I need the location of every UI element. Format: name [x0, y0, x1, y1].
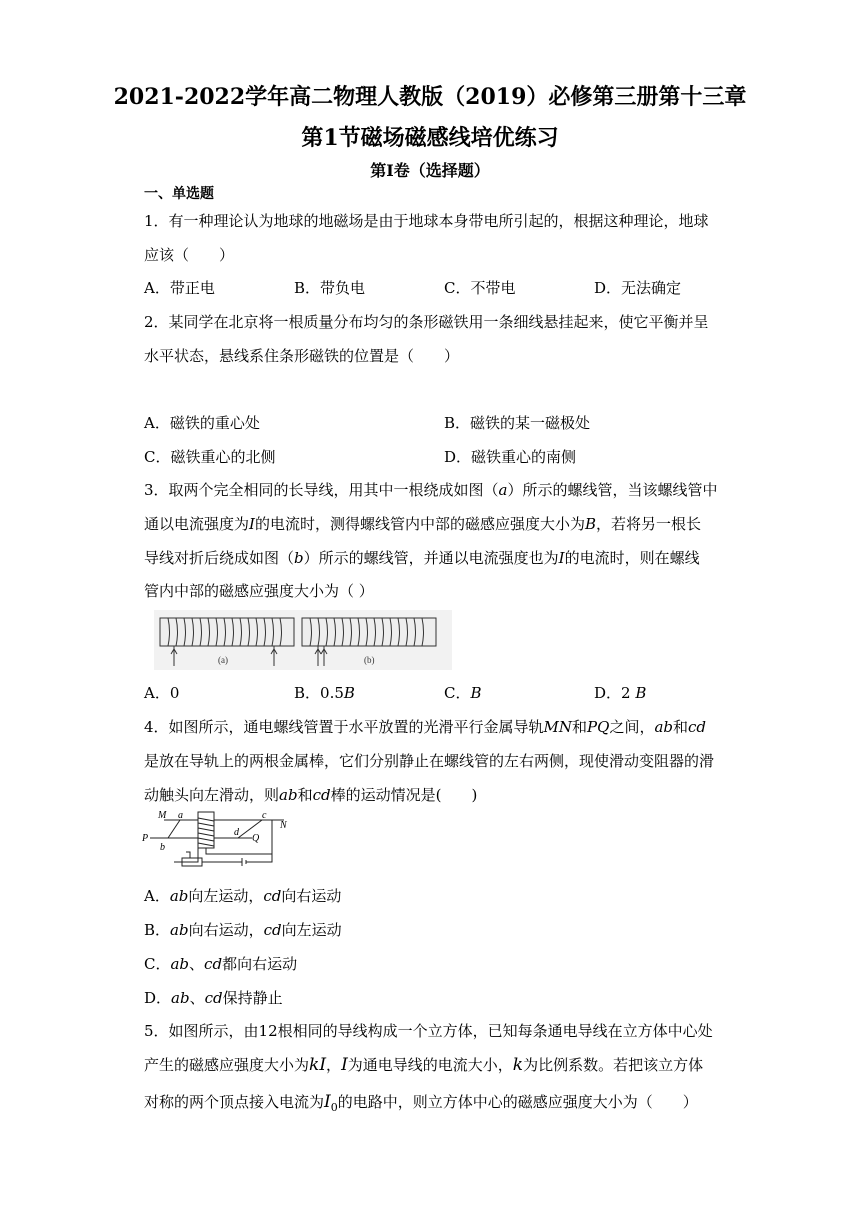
label-d: d	[234, 827, 239, 838]
q1-option-d: D．无法确定	[594, 279, 682, 297]
volume-heading: 第Ⅰ卷（选择题）	[370, 161, 490, 180]
q1-option-a: A．带正电	[144, 279, 215, 297]
rail-solenoid-figure	[142, 808, 292, 872]
q3-option-a: A．0	[144, 684, 180, 702]
q5-stem-line3: 对称的两个顶点接入电流为$I_0$的电路中，则立方体中心的磁感应强度大小为（ ）	[144, 1092, 698, 1114]
figure-label-b: (b)	[364, 655, 375, 665]
q3-option-b: B．0.5B	[294, 684, 355, 702]
label-q: Q	[252, 833, 260, 844]
q4-stem-line2: 是放在导轨上的两根金属棒，它们分别静止在螺线管的左右两侧，现使滑动变阻器的滑	[144, 752, 715, 770]
figure-label-a: (a)	[218, 655, 228, 665]
label-c: c	[262, 810, 267, 821]
q2-option-a: A．磁铁的重心处	[144, 414, 260, 432]
q3-stem-line4: 管内中部的磁感应强度大小为（ ）	[144, 582, 374, 600]
q4-option-c: C．ab、cd都向右运动	[144, 955, 298, 973]
solenoid-figure	[154, 610, 452, 670]
q4-option-d: D．ab、cd保持静止	[144, 989, 283, 1007]
q4-option-b: B．ab向右运动，cd向左运动	[144, 921, 342, 939]
q1-option-b: B．带负电	[294, 279, 366, 297]
q1-option-c: C．不带电	[444, 279, 516, 297]
label-m: M	[158, 810, 167, 821]
q4-option-a: A．ab向左运动，cd向右运动	[144, 887, 342, 905]
label-a: a	[178, 810, 183, 821]
q3-option-c: C．B	[444, 684, 482, 702]
q5-stem-line1: 5．如图所示，由12根相同的导线构成一个立方体，已知每条通电导线在立方体中心处	[144, 1022, 713, 1040]
label-b: b	[160, 842, 165, 853]
q4-stem-line3: 动触头向左滑动，则ab和cd棒的运动情况是( )	[144, 786, 478, 804]
q3-stem-line1: 3．取两个完全相同的长导线，用其中一根绕成如图（a）所示的螺线管，当该螺线管中	[144, 481, 718, 499]
q4-stem-line1: 4．如图所示，通电螺线管置于水平放置的光滑平行金属导轨MN和PQ之间，ab和cd	[144, 718, 707, 736]
q5-stem-line2: 产生的磁感应强度大小为kI，I为通电导线的电流大小，k为比例系数。若把该立方体	[144, 1055, 704, 1075]
q2-stem-line2: 水平状态，悬线系住条形磁铁的位置是（ ）	[144, 347, 460, 365]
q2-option-d: D．磁铁重心的南侧	[444, 448, 577, 466]
label-n: N	[280, 820, 287, 831]
q3-stem-line2: 通以电流强度为I的电流时，测得螺线管内中部的磁感应强度大小为B，若将另一根长	[144, 515, 702, 533]
page-title-line1: 2021-2022学年高二物理人教版（2019）必修第三册第十三章	[113, 84, 747, 110]
q3-stem-line3: 导线对折后绕成如图（b）所示的螺线管，并通以电流强度也为I的电流时，则在螺线	[144, 549, 700, 567]
section-heading: 一、单选题	[144, 186, 214, 202]
page-title-line2: 第1节磁场磁感线培优练习	[301, 125, 559, 151]
q2-option-b: B．磁铁的某一磁极处	[444, 414, 591, 432]
q3-option-d: D．2 B	[594, 684, 647, 702]
q2-stem-line1: 2．某同学在北京将一根质量分布均匀的条形磁铁用一条细线悬挂起来，使它平衡并呈	[144, 313, 709, 331]
q1-stem-line1: 1．有一种理论认为地球的地磁场是由于地球本身带电所引起的，根据这种理论，地球	[144, 212, 709, 230]
q1-stem-line2: 应该（ ）	[144, 246, 235, 264]
label-p: P	[142, 833, 149, 844]
q2-option-c: C．磁铁重心的北侧	[144, 448, 276, 466]
